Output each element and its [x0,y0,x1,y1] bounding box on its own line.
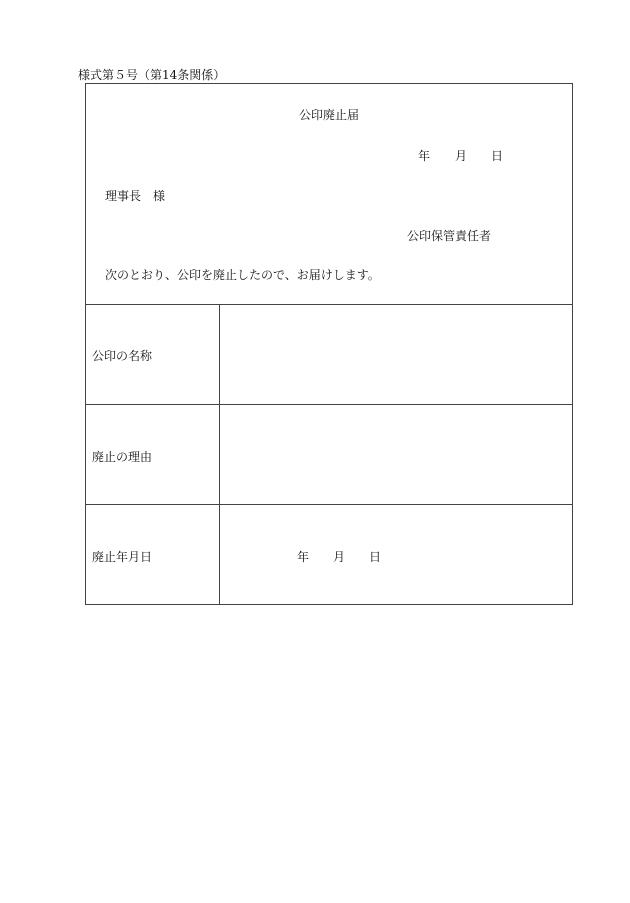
addressee-honorific: 様 [153,189,166,203]
seal-name-label: 公印の名称 [92,349,153,363]
abolition-reason-field[interactable] [220,405,572,504]
table-row-seal-name [86,304,572,404]
abolition-date-label: 廃止年月日 [92,550,153,564]
form-number: 様式第５号（第14条関係） [78,68,226,82]
abolition-date-label-cell [86,505,220,604]
form-header [86,84,572,305]
notice-statement: 次のとおり、公印を廃止したので、お届けします。 [105,268,380,282]
applicant-title: 公印保管責任者 [407,229,492,243]
seal-name-label-cell [86,304,220,404]
abolition-reason-label-cell [86,405,220,504]
table-row-abolition-reason [86,404,572,504]
abolition-reason-label: 廃止の理由 [92,450,153,464]
abolition-month-unit: 月 [333,550,346,564]
table-row-abolition-date [86,504,572,604]
submission-month-unit: 月 [455,149,468,163]
form-title: 公印廃止届 [298,108,359,122]
notice-form [85,83,573,605]
submission-day-unit: 日 [491,149,504,163]
seal-name-field[interactable] [220,304,572,404]
addressee [105,187,165,204]
abolition-year-unit: 年 [297,550,310,564]
abolition-day-unit: 日 [369,550,382,564]
abolition-date-field[interactable] [220,505,572,604]
submission-year-unit: 年 [418,149,431,163]
addressee-name: 理事長 [105,189,142,203]
